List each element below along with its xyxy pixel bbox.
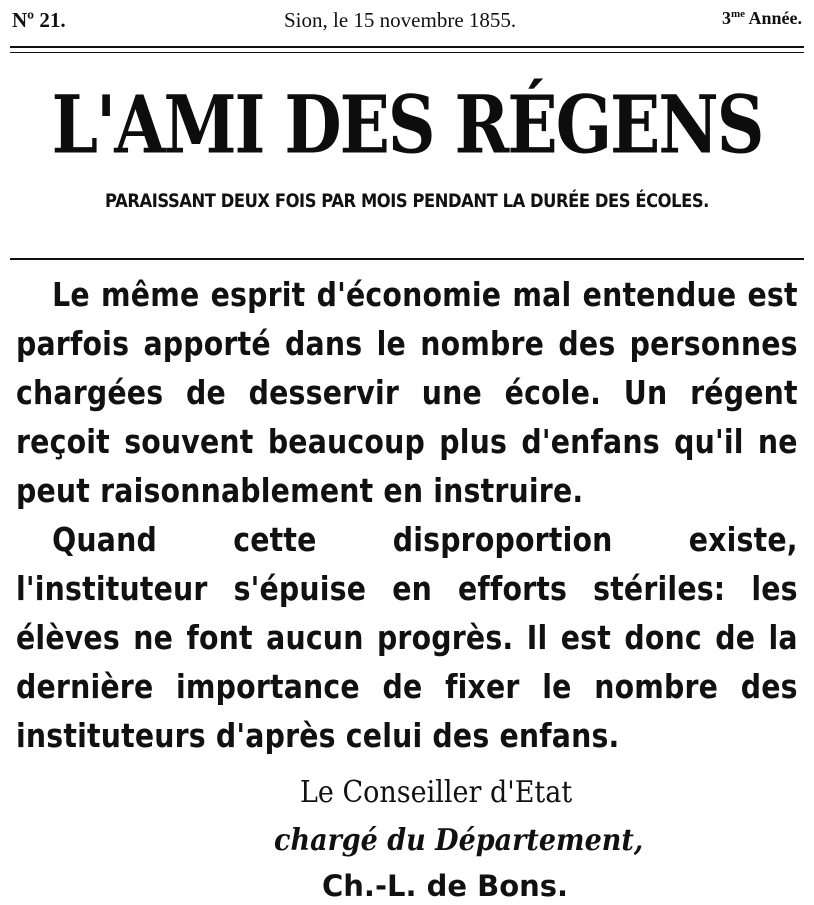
dateline: Sion, le 15 novembre 1855. — [284, 8, 517, 32]
header-line — [12, 8, 802, 38]
year-suffix: me — [730, 8, 745, 20]
article-paragraph: Quand cette disproportion existe, l'instituteur s'épuise en efforts stériles: les élèves ne font aucun progrès. Il est donc de la dernière importance de fixer le nombre des instituteurs d'après celui des enfans. — [16, 520, 798, 755]
year-word: Année. — [748, 8, 802, 28]
signature-department: chargé du Département, — [274, 823, 644, 858]
header-rule-thin — [10, 52, 804, 53]
header-rule-thick — [10, 46, 804, 48]
signature-title: Le Conseiller d'Etat — [300, 775, 573, 810]
masthead-rule — [10, 258, 804, 260]
year-label — [722, 8, 802, 29]
issue-number: Nº 21. — [12, 8, 66, 32]
masthead-subtitle: PARAISSANT DEUX FOIS PAR MOIS PENDANT LA DURÉE DES ÉCOLES. — [105, 190, 709, 212]
article-body — [16, 270, 798, 760]
masthead-title: L'AMI DES RÉGENS — [51, 78, 763, 172]
article-paragraph: Le même esprit d'économie mal entendue est parfois apporté dans le nombre des personnes chargées de desservir une école. Un régent reçoit souvent beaucoup plus d'enfans qu'il ne peut raisonnablement en instruire. — [16, 275, 798, 510]
signature-name: Ch.-L. de Bons. — [322, 869, 569, 903]
year-number: 3 — [721, 8, 731, 28]
